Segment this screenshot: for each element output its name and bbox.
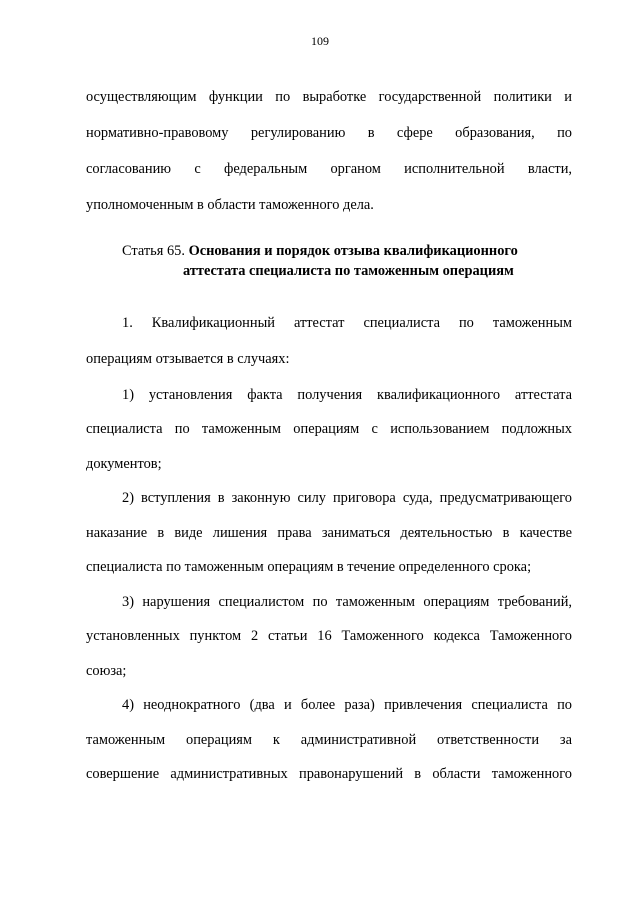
- text-line: уполномоченным в области таможенного дела.: [86, 197, 374, 213]
- text-line: специалиста по таможенным операциям с использованием подложных: [86, 421, 572, 437]
- text-line: 4) неоднократного (два и более раза) привлечения специалиста по: [122, 697, 572, 713]
- text-line: 2) вступления в законную силу приговора суда, предусматривающего: [122, 490, 572, 506]
- text-line: 1) установления факта получения квалификационного аттестата: [122, 387, 572, 403]
- text-line: нормативно-правовому регулированию в сфере образования, по: [86, 125, 572, 141]
- text-line: союза;: [86, 663, 127, 679]
- text-line: таможенным операциям к административной ответственности за: [86, 732, 572, 748]
- article-heading-line-1: [122, 242, 518, 260]
- text-line: установленных пунктом 2 статьи 16 Таможенного кодекса Таможенного: [86, 628, 572, 644]
- text-line: наказание в виде лишения права заниматься деятельностью в качестве: [86, 525, 572, 541]
- article-title-line-1: Основания и порядок отзыва квалификационного: [188, 243, 518, 259]
- article-label: Статья 65.: [122, 243, 185, 259]
- article-heading-line-2: [183, 262, 514, 280]
- text-line: 1. Квалификационный аттестат специалиста по таможенным: [122, 315, 572, 331]
- text-line: 3) нарушения специалистом по таможенным операциям требований,: [122, 594, 572, 610]
- page-number: 109: [311, 34, 329, 48]
- article-title-line-2: аттестата специалиста по таможенным операциям: [183, 263, 514, 279]
- text-line: документов;: [86, 456, 162, 472]
- text-line: совершение административных правонарушений в области таможенного: [86, 766, 572, 782]
- text-line: согласованию с федеральным органом исполнительной власти,: [86, 161, 572, 177]
- text-line: специалиста по таможенным операциям в течение определенного срока;: [86, 559, 532, 575]
- text-line: осуществляющим функции по выработке государственной политики и: [86, 89, 572, 105]
- text-line: операциям отзывается в случаях:: [86, 351, 290, 367]
